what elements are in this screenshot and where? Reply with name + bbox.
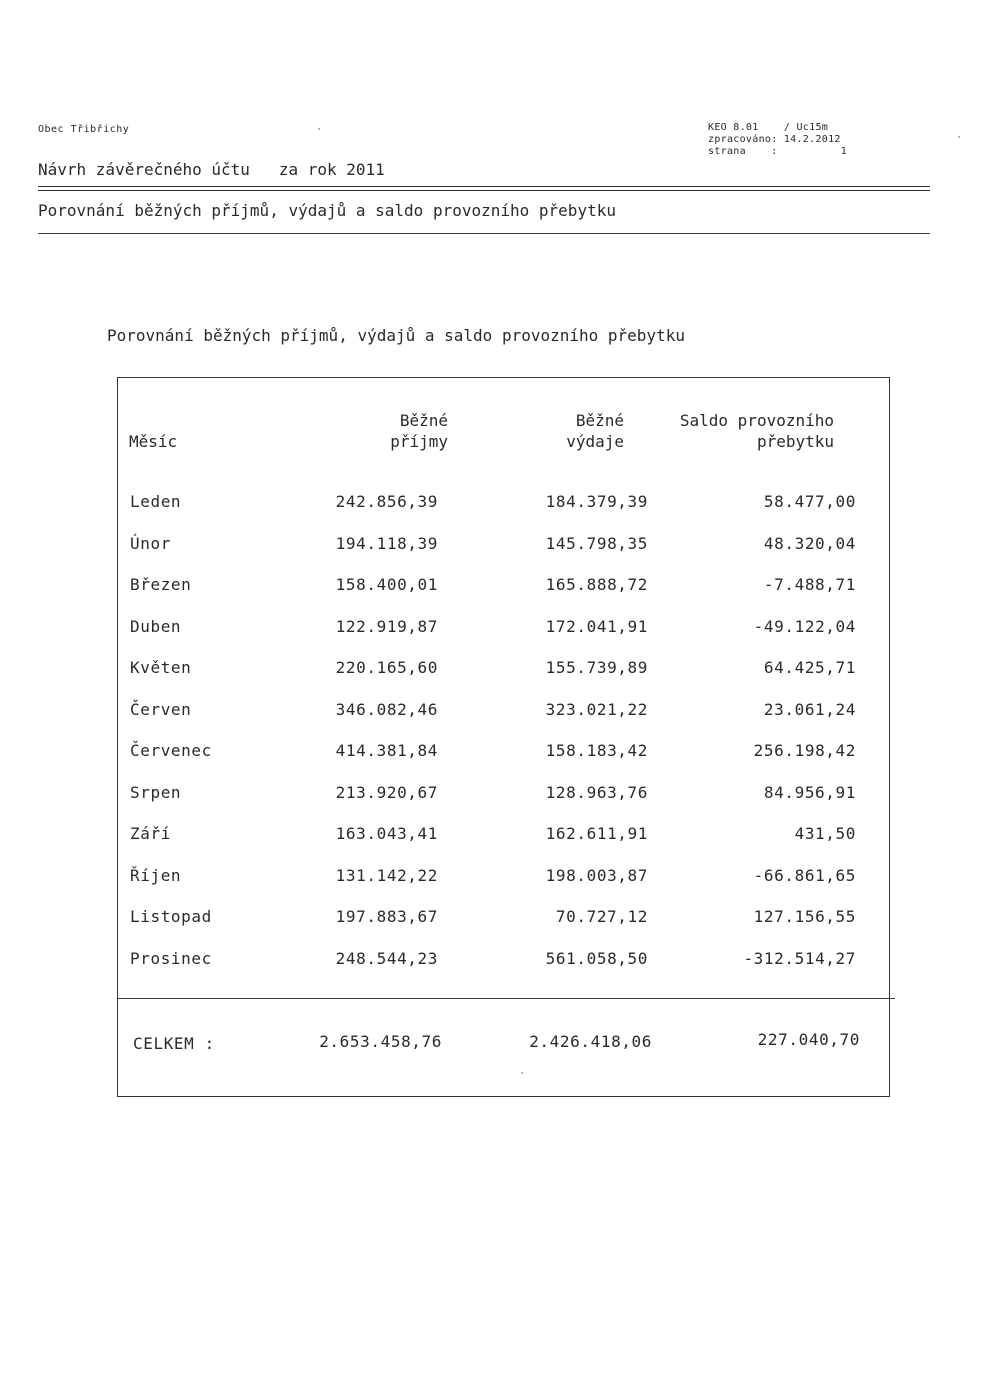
table-row — [0, 783, 990, 805]
row-month: Červenec — [130, 741, 212, 760]
row-expenses: 165.888,72 — [545, 575, 648, 594]
total-balance: 227.040,70 — [757, 1030, 860, 1049]
total-label: CELKEM : — [133, 1034, 215, 1053]
row-income: 213.920,67 — [335, 783, 438, 802]
row-income: 414.381,84 — [335, 741, 438, 760]
row-expenses: 70.727,12 — [555, 907, 648, 926]
row-expenses: 155.739,89 — [545, 658, 648, 677]
table-row — [0, 741, 990, 763]
table-row — [0, 575, 990, 597]
header-divider — [38, 186, 930, 187]
row-expenses: 158.183,42 — [545, 741, 648, 760]
row-income: 220.165,60 — [335, 658, 438, 677]
row-income: 122.919,87 — [335, 617, 438, 636]
row-balance: 64.425,71 — [763, 658, 856, 677]
row-balance: -7.488,71 — [763, 575, 856, 594]
total-income: 2.653.458,76 — [319, 1032, 442, 1051]
row-month: Duben — [130, 617, 182, 636]
table-row — [0, 907, 990, 929]
scan-speck — [521, 1072, 523, 1074]
table-row — [0, 492, 990, 514]
column-header-income: Běžné příjmy — [390, 411, 448, 451]
column-header-month: Měsíc — [129, 432, 178, 451]
row-month: Červen — [130, 700, 192, 719]
row-month: Březen — [130, 575, 192, 594]
row-month: Květen — [130, 658, 192, 677]
row-income: 242.856,39 — [335, 492, 438, 511]
meta-page-number: strana : 1 — [708, 146, 848, 157]
header-divider-double — [38, 190, 930, 191]
column-header-expenses: Běžné výdaje — [566, 411, 624, 451]
row-income: 197.883,67 — [335, 907, 438, 926]
row-balance: 84.956,91 — [763, 783, 856, 802]
table-row — [0, 824, 990, 846]
row-income: 158.400,01 — [335, 575, 438, 594]
row-month: Únor — [130, 534, 171, 553]
meta-program-line: KEO 8.01 / Uc15m — [708, 122, 829, 133]
table-row — [0, 658, 990, 680]
row-balance: 431,50 — [794, 824, 856, 843]
row-balance: 127.156,55 — [753, 907, 856, 926]
row-balance: -312.514,27 — [743, 949, 856, 968]
scan-speck — [958, 136, 960, 138]
row-month: Srpen — [130, 783, 182, 802]
total-divider — [117, 998, 895, 999]
column-header-balance: Saldo provozního přebytku — [679, 411, 834, 451]
report-subtitle: Porovnání běžných příjmů, výdajů a saldo provozního přebytku — [38, 201, 616, 220]
row-expenses: 561.058,50 — [545, 949, 648, 968]
row-balance: -66.861,65 — [753, 866, 856, 885]
row-income: 248.544,23 — [335, 949, 438, 968]
document-title: Návrh závěrečného účtu za rok 2011 — [38, 160, 385, 179]
row-expenses: 323.021,22 — [545, 700, 648, 719]
table-row — [0, 617, 990, 639]
row-expenses: 128.963,76 — [545, 783, 648, 802]
document-meta — [708, 122, 847, 158]
table-row — [0, 949, 990, 971]
row-balance: -49.122,04 — [753, 617, 856, 636]
row-month: Září — [130, 824, 171, 843]
scan-speck — [318, 128, 320, 130]
row-expenses: 162.611,91 — [545, 824, 648, 843]
row-month: Leden — [130, 492, 182, 511]
row-balance: 23.061,24 — [763, 700, 856, 719]
table-row — [0, 866, 990, 888]
row-income: 163.043,41 — [335, 824, 438, 843]
row-month: Listopad — [130, 907, 212, 926]
table-row — [0, 700, 990, 722]
row-expenses: 198.003,87 — [545, 866, 648, 885]
meta-processed-date: zpracováno: 14.2.2012 — [708, 134, 841, 145]
row-balance: 48.320,04 — [763, 534, 856, 553]
row-expenses: 145.798,35 — [545, 534, 648, 553]
subtitle-divider — [38, 233, 930, 234]
report-table — [117, 377, 890, 1097]
row-balance: 58.477,00 — [763, 492, 856, 511]
row-income: 194.118,39 — [335, 534, 438, 553]
table-title: Porovnání běžných příjmů, výdajů a saldo provozního přebytku — [107, 326, 685, 345]
row-income: 131.142,22 — [335, 866, 438, 885]
row-income: 346.082,46 — [335, 700, 438, 719]
row-month: Říjen — [130, 866, 182, 885]
row-month: Prosinec — [130, 949, 212, 968]
municipality-name: Obec Třibřichy — [38, 124, 130, 135]
table-row — [0, 534, 990, 556]
row-expenses: 172.041,91 — [545, 617, 648, 636]
row-balance: 256.198,42 — [753, 741, 856, 760]
row-expenses: 184.379,39 — [545, 492, 648, 511]
total-expenses: 2.426.418,06 — [529, 1032, 652, 1051]
